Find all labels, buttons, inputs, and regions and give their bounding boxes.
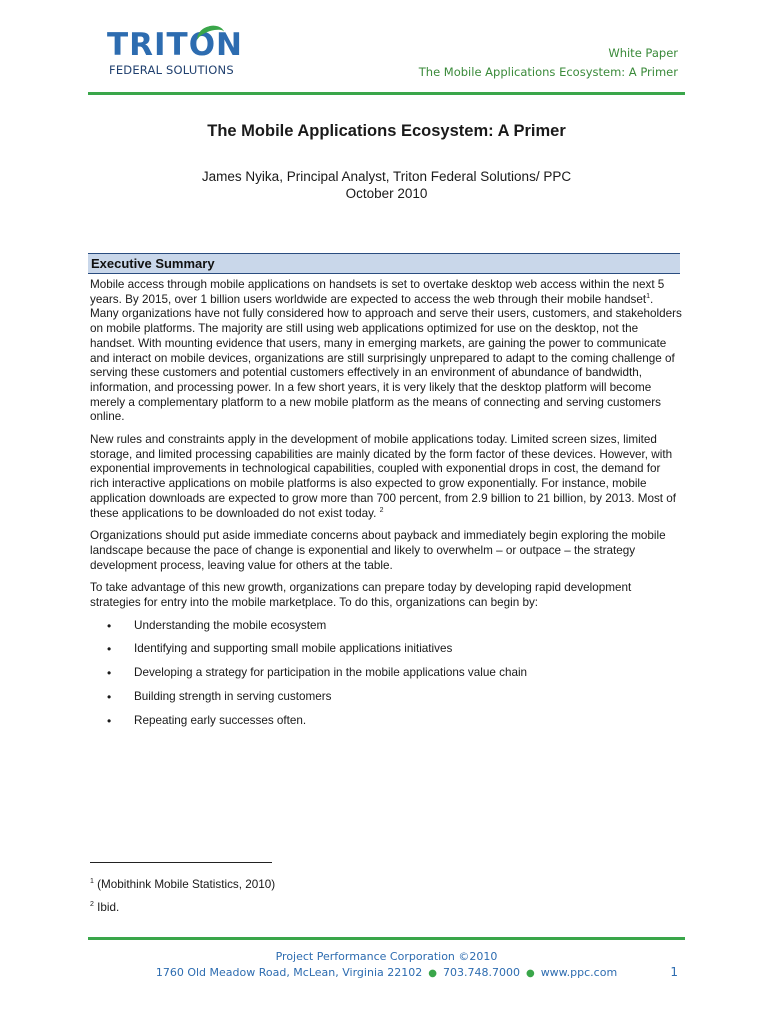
footer-contact-line (88, 965, 685, 982)
footer-address: 1760 Old Meadow Road, McLean, Virginia 22102 (155, 966, 423, 979)
byline (88, 168, 685, 202)
paragraph-1 (90, 278, 682, 425)
paragraph-3: Organizations should put aside immediate concerns about payback and immediately begin exploring the mobile landscape because the pace of change is exponential and likely to overwhelm – or outpace – the strategy development process, leaving value for others at the table. (90, 529, 666, 572)
paragraph-2 (90, 433, 682, 521)
executive-summary-body (90, 278, 682, 737)
date-line: October 2010 (345, 186, 428, 201)
bullet-list (90, 619, 682, 729)
doc-type-label: White Paper (608, 46, 678, 60)
author-line: James Nyika, Principal Analyst, Triton Federal Solutions/ PPC (201, 169, 572, 184)
section-heading-bar (88, 253, 680, 274)
footnote-2-text: Ibid. (93, 901, 120, 914)
list-item: • Building strength in serving customers (134, 690, 682, 705)
running-title: The Mobile Applications Ecosystem: A Primer (418, 65, 678, 79)
running-header (419, 44, 678, 82)
footer-web-link[interactable]: www.ppc.com (540, 966, 618, 979)
footnote-ref-2: 2 (379, 506, 384, 514)
footer-divider (88, 937, 685, 940)
page-footer (88, 949, 685, 982)
footer-phone: 703.748.7000 (442, 966, 520, 979)
paragraph-4: To take advantage of this new growth, organizations can prepare today by developing rapid development strategies for entry into the mobile marketplace. To do this, organizations can begin by: (90, 581, 632, 610)
paragraph-1-text-a: Mobile access through mobile applications on handsets is set to overtake desktop web access within the next 5 years. By 2015, over 1 billion users worldwide are expected to access the web through their mobile handset (90, 278, 665, 306)
bullet-dot-icon: ● (525, 968, 535, 979)
header-divider (88, 92, 685, 95)
bullet-dot-icon: ● (428, 968, 437, 979)
footnote-separator (90, 862, 272, 863)
paragraph-2-text: New rules and constraints apply in the development of mobile applications today. Limited screen sizes, limited storage, and limited processing capabilities are mainly dicated by the form factor of these devices. However, with exponential improvements in technological capabilities, coupled with exponential drops in cost, the demand for rich interactive applications on mobile platforms is also expected to grow exponentially. For instance, mobile application downloads are expected to grow more than 700 percent, from 2.9 billion to 21 billion, by 2013. Most of these applications to be downloaded do not exist today. (90, 433, 677, 520)
footnote-1-text: (Mobithink Mobile Statistics, 2010) (93, 878, 276, 891)
footnote-1 (90, 878, 275, 892)
footnote-1-num: 1 (90, 878, 94, 886)
page-number: 1 (670, 965, 678, 979)
paragraph-1-text-b: . Many organizations have not fully considered how to approach and serve their users, customers, and stakeholders on mobile platforms. The majority are still using web applications optimized for use on the desktop, not the handset. With mounting evidence that users, many in emerging markets, are gaining the power to communicate and interact on mobile devices, organizations are still surprisingly unprepared to adapt to the coming challenge of serving these customers and potential customers effectively in an environment of abundance of bandwidth, information, and processing power. In a few short years, it is very likely that the desktop platform will become merely a complementary platform to a new mobile platform as the means of connecting and serving customers online. (90, 292, 682, 424)
footnote-ref-1: 1 (646, 292, 651, 300)
footnote-2 (90, 901, 275, 915)
footnotes (90, 878, 275, 924)
footer-company: Project Performance Corporation ©2010 (275, 950, 498, 963)
list-item: • Understanding the mobile ecosystem (134, 619, 682, 634)
logo-subtitle: FEDERAL SOLUTIONS (109, 63, 234, 77)
list-item: • Repeating early successes often. (134, 714, 682, 729)
list-item: • Developing a strategy for participation in the mobile applications value chain (134, 666, 682, 681)
footnote-2-num: 2 (90, 901, 94, 909)
logo-wordmark: TRITON (107, 27, 243, 63)
section-heading: Executive Summary (91, 256, 215, 271)
document-title: The Mobile Applications Ecosystem: A Primer (207, 122, 566, 140)
list-item: • Identifying and supporting small mobile applications initiatives (134, 642, 682, 657)
triton-logo (107, 27, 243, 80)
